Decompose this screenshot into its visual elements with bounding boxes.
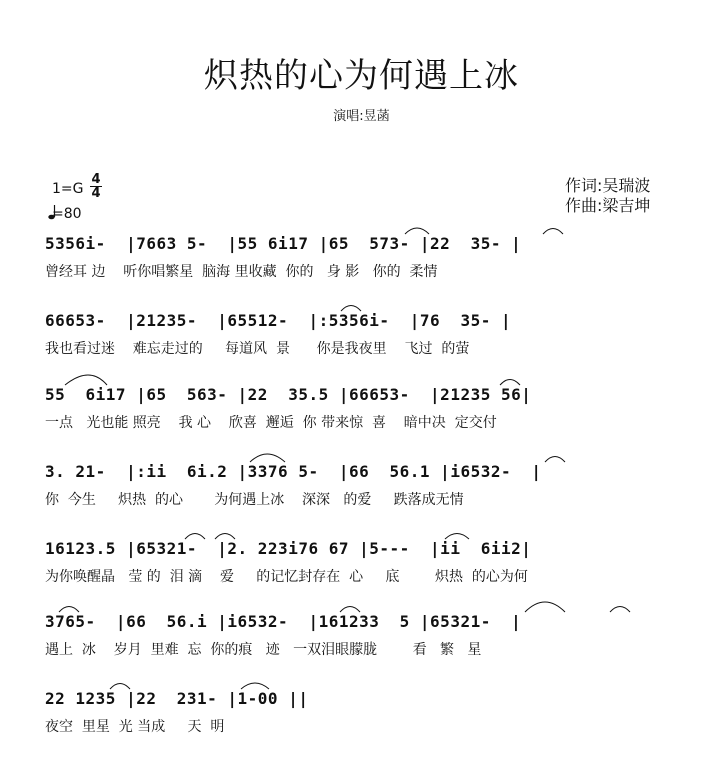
notation-line: 3. 21- |:ii 6i.2 |3376 5- |66 56.1 |i6532- | — [45, 462, 542, 481]
time-signature — [90, 173, 102, 200]
notation-line: 3765- |66 56.i |i6532- |161233 5 |65321- | — [45, 612, 522, 631]
score-row-1 — [45, 234, 700, 294]
score-row-2 — [45, 311, 700, 371]
score-row-5 — [45, 539, 700, 599]
lyrics-line: 遇上 冰 岁月 里难 忘 你的痕 迹 一双泪眼朦胧 看 繁 星 — [45, 642, 482, 658]
score-row-4 — [45, 462, 700, 522]
lyrics-line: 你 今生 炽热 的心 为何遇上冰 深深 的爱 跌落成无情 — [45, 492, 464, 508]
tempo-marking: =80 — [52, 206, 82, 222]
notation-line: 16123.5 |65321- |2. 223i76 67 |5--- |ii 6ii2| — [45, 539, 532, 558]
notation-line: 22 1235 |22 231- |1-00 || — [45, 689, 309, 708]
time-signature-bottom: 4 — [91, 186, 101, 201]
lyrics-line: 我也看过迷 难忘走过的 每道风 景 你是我夜里 飞过 的萤 — [45, 341, 470, 357]
lyrics-line: 夜空 里星 光 当成 天 明 — [45, 719, 225, 735]
notation-line: 55 6i17 |65 563- |22 35.5 |66653- |21235 56| — [45, 385, 532, 404]
score-row-6 — [45, 612, 700, 672]
lyrics-line: 为你唤醒晶 莹 的 泪 滴 爱 的记忆封存在 心 底 炽热 的心为何 — [45, 569, 528, 585]
score-row-3 — [45, 385, 700, 445]
singer-credit: 演唱:昱菡 — [333, 109, 390, 124]
notation-line: 66653- |21235- |65512- |:5356i- |76 35- | — [45, 311, 512, 330]
composer-credit: 作曲:梁吉坤 — [565, 196, 651, 215]
lyricist-credit: 作词:吴瑞波 — [565, 176, 651, 195]
lyrics-line: 曾经耳 边 听你唱繁星 脑海 里收藏 你的 身 影 你的 柔情 — [45, 264, 438, 280]
score-row-7 — [45, 689, 700, 749]
notation-line: 5356i- |7663 5- |55 6i17 |65 573- |22 35- | — [45, 234, 522, 253]
song-title: 炽热的心为何遇上冰 — [204, 56, 519, 96]
lyrics-line: 一点 光也能 照亮 我 心 欣喜 邂逅 你 带来惊 喜 暗中决 定交付 — [45, 415, 497, 431]
time-signature-top: 4 — [91, 172, 101, 187]
key-signature: 1=G — [52, 181, 84, 197]
